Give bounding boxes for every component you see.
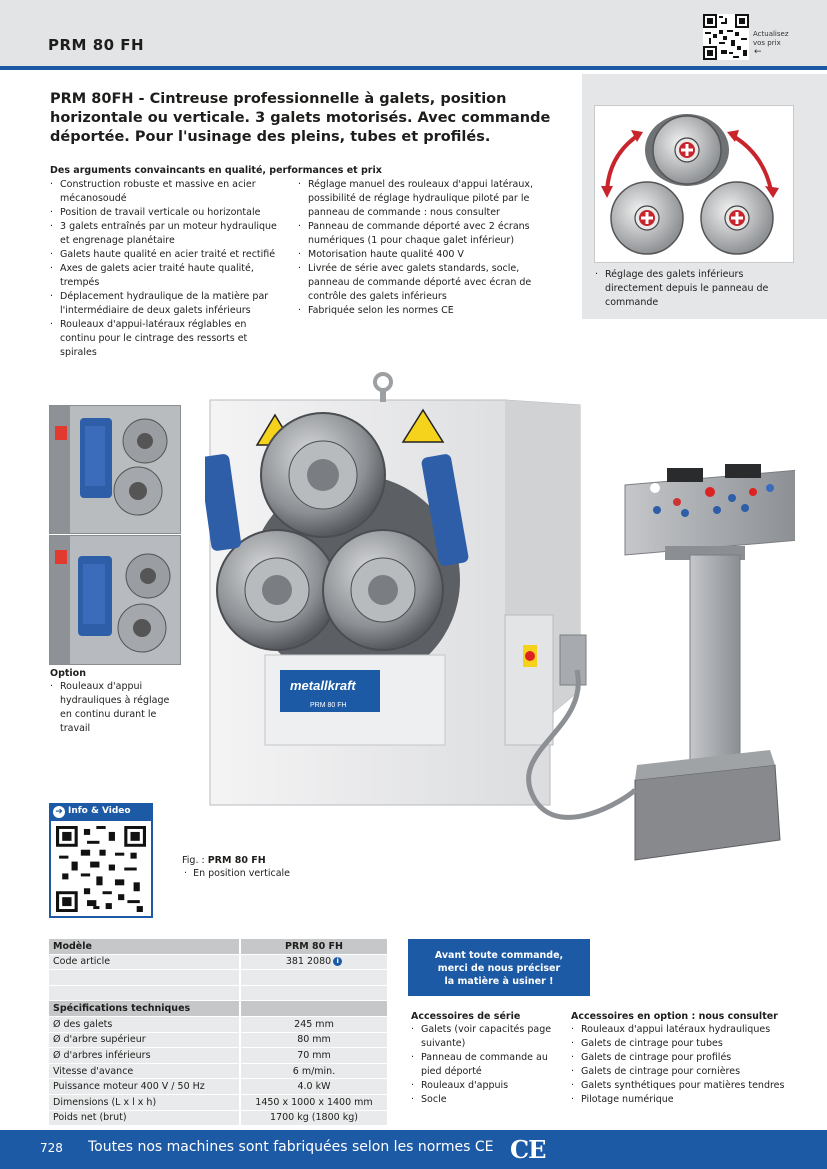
table-cell: 80 mm bbox=[240, 1032, 387, 1048]
product-headline: PRM 80FH - Cintreuse professionnelle à galets, position horizontale ou verticale. 3 galets motorisés. Avec commande déportée. Pour l'usinage des pleins, tubes et profilés. bbox=[50, 91, 551, 145]
table-row bbox=[49, 985, 387, 1001]
list-item: · Galets haute qualité en acier traité et rectifié bbox=[50, 248, 282, 262]
table-cell: 245 mm bbox=[240, 1016, 387, 1032]
table-cell: 6 m/min. bbox=[240, 1063, 387, 1079]
table-cell: Dimensions (L x l x h) bbox=[49, 1094, 240, 1110]
table-row bbox=[49, 1110, 387, 1126]
qr-caption: Actualisez vos prix bbox=[753, 30, 789, 47]
table-cell: PRM 80 FH bbox=[240, 939, 387, 954]
bottom-left-roller bbox=[611, 182, 683, 254]
table-row bbox=[49, 1001, 387, 1017]
list-item: · Axes de galets acier traité haute qualité, trempés bbox=[50, 262, 282, 290]
article-number: 381 2080 bbox=[285, 956, 332, 968]
optional-accessories-title: Accessoires en option : nous consulter bbox=[571, 1011, 778, 1022]
table-cell: 1700 kg (1800 kg) bbox=[240, 1110, 387, 1126]
notice-line: Avant toute commande, bbox=[434, 950, 564, 961]
list-item: · Pilotage numérique bbox=[571, 1093, 811, 1107]
table-cell: Poids net (brut) bbox=[49, 1110, 240, 1126]
list-item: · Livrée de série avec galets standards, socle, panneau de commande déporté avec écran de contrôle des galets inférieurs bbox=[298, 262, 538, 304]
list-item: · Galets de cintrage pour cornières bbox=[571, 1065, 811, 1079]
option-photo-1 bbox=[49, 405, 181, 534]
list-item: · Socle bbox=[411, 1093, 556, 1107]
list-item: · Déplacement hydraulique de la matière par l'intermédiaire de deux galets inférieurs bbox=[50, 290, 282, 318]
list-item: · Panneau de commande déporté avec 2 écrans numériques (1 pour chaque galet inférieur) bbox=[298, 220, 538, 248]
table-row bbox=[49, 1016, 387, 1032]
table-cell bbox=[240, 954, 387, 970]
page-number: 728 bbox=[40, 1141, 63, 1155]
table-cell: Puissance moteur 400 V / 50 Hz bbox=[49, 1079, 240, 1095]
caption-model: PRM 80 FH bbox=[207, 855, 266, 866]
arrow-right-icon: ➜ bbox=[53, 806, 65, 818]
brand-logo: metallkraft bbox=[290, 678, 356, 693]
price-update-qr-code[interactable] bbox=[703, 14, 749, 60]
table-row bbox=[49, 954, 387, 970]
info-video-label: Info & Video bbox=[68, 806, 131, 816]
arguments-list-left bbox=[50, 178, 282, 360]
side-bullet-list bbox=[595, 268, 775, 310]
caption-prefix: Fig. : bbox=[182, 855, 205, 866]
table-cell: Code article bbox=[49, 954, 240, 970]
option-list bbox=[50, 680, 180, 736]
list-item: · Galets synthétiques pour matières tendres bbox=[571, 1079, 811, 1093]
machine-photo bbox=[205, 370, 795, 870]
ce-mark-icon: CE bbox=[510, 1135, 546, 1164]
figure-caption: Fig. : PRM 80 FH · En position verticale bbox=[182, 855, 291, 879]
info-icon[interactable]: i bbox=[333, 957, 342, 966]
table-cell: Modèle bbox=[49, 939, 240, 954]
table-row bbox=[49, 1094, 387, 1110]
list-item: · Rouleaux d'appui latéraux hydrauliques bbox=[571, 1023, 811, 1037]
list-item: · Rouleaux d'appui-latéraux réglables en continu pour le cintrage des ressorts et spirales bbox=[50, 318, 282, 360]
spec-table bbox=[49, 939, 387, 1126]
arguments-title: Des arguments convaincants en qualité, performances et prix bbox=[50, 165, 382, 176]
list-item: · Rouleaux d'appui hydrauliques à réglage en continu durant le travail bbox=[50, 680, 180, 736]
list-item: · Fabriquée selon les normes CE bbox=[298, 304, 538, 318]
top-roller bbox=[645, 114, 729, 186]
table-row bbox=[49, 1063, 387, 1079]
header-rule bbox=[0, 66, 827, 70]
list-item: · 3 galets entraînés par un moteur hydraulique et engrenage planétaire bbox=[50, 220, 282, 248]
table-cell: Ø d'arbre supérieur bbox=[49, 1032, 240, 1048]
roller-adjustment-diagram bbox=[594, 105, 794, 263]
list-item: · Galets de cintrage pour profilés bbox=[571, 1051, 811, 1065]
table-cell: 1450 x 1000 x 1400 mm bbox=[240, 1094, 387, 1110]
table-cell: 4.0 kW bbox=[240, 1079, 387, 1095]
footer-text: Toutes nos machines sont fabriquées selon les normes CE bbox=[88, 1139, 494, 1155]
table-row bbox=[49, 1048, 387, 1064]
list-item: · Galets (voir capacités page suivante) bbox=[411, 1023, 556, 1051]
standard-accessories-list bbox=[411, 1023, 556, 1107]
arrow-left-icon: ← bbox=[754, 47, 762, 57]
list-item: · Galets de cintrage pour tubes bbox=[571, 1037, 811, 1051]
option-photo-2 bbox=[49, 535, 181, 665]
arguments-list-right bbox=[298, 178, 538, 318]
table-cell: 70 mm bbox=[240, 1048, 387, 1064]
table-row bbox=[49, 1032, 387, 1048]
notice-line: merci de nous préciser bbox=[437, 963, 561, 974]
notice-line: la matière à usiner ! bbox=[444, 976, 554, 987]
page-title: PRM 80 FH bbox=[48, 36, 145, 54]
bottom-right-roller bbox=[701, 182, 773, 254]
model-plate: PRM 80 FH bbox=[310, 702, 347, 709]
table-cell: Vitesse d'avance bbox=[49, 1063, 240, 1079]
order-notice bbox=[408, 939, 590, 996]
list-item: · Motorisation haute qualité 400 V bbox=[298, 248, 538, 262]
info-video-qr-code[interactable] bbox=[56, 826, 146, 912]
table-row bbox=[49, 939, 387, 954]
table-section-title: Spécifications techniques bbox=[49, 1001, 240, 1017]
optional-accessories-list bbox=[571, 1023, 811, 1107]
list-item: · Rouleaux d'appuis bbox=[411, 1079, 556, 1093]
list-item: · Réglage manuel des rouleaux d'appui latéraux, possibilité de réglage hydraulique piloté par le panneau de commande : nous consulter bbox=[298, 178, 538, 220]
list-item: · Panneau de commande au pied déporté bbox=[411, 1051, 556, 1079]
table-cell: Ø d'arbres inférieurs bbox=[49, 1048, 240, 1064]
option-title: Option bbox=[50, 668, 86, 679]
list-item: · Construction robuste et massive en acier mécanosoudé bbox=[50, 178, 282, 206]
table-cell: Ø des galets bbox=[49, 1016, 240, 1032]
caption-item: En position verticale bbox=[193, 868, 291, 879]
table-row bbox=[49, 970, 387, 986]
table-row bbox=[49, 1079, 387, 1095]
list-item: · Position de travail verticale ou horizontale bbox=[50, 206, 282, 220]
list-item: · Réglage des galets inférieurs directement depuis le panneau de commande bbox=[595, 268, 775, 310]
standard-accessories-title: Accessoires de série bbox=[411, 1011, 521, 1022]
